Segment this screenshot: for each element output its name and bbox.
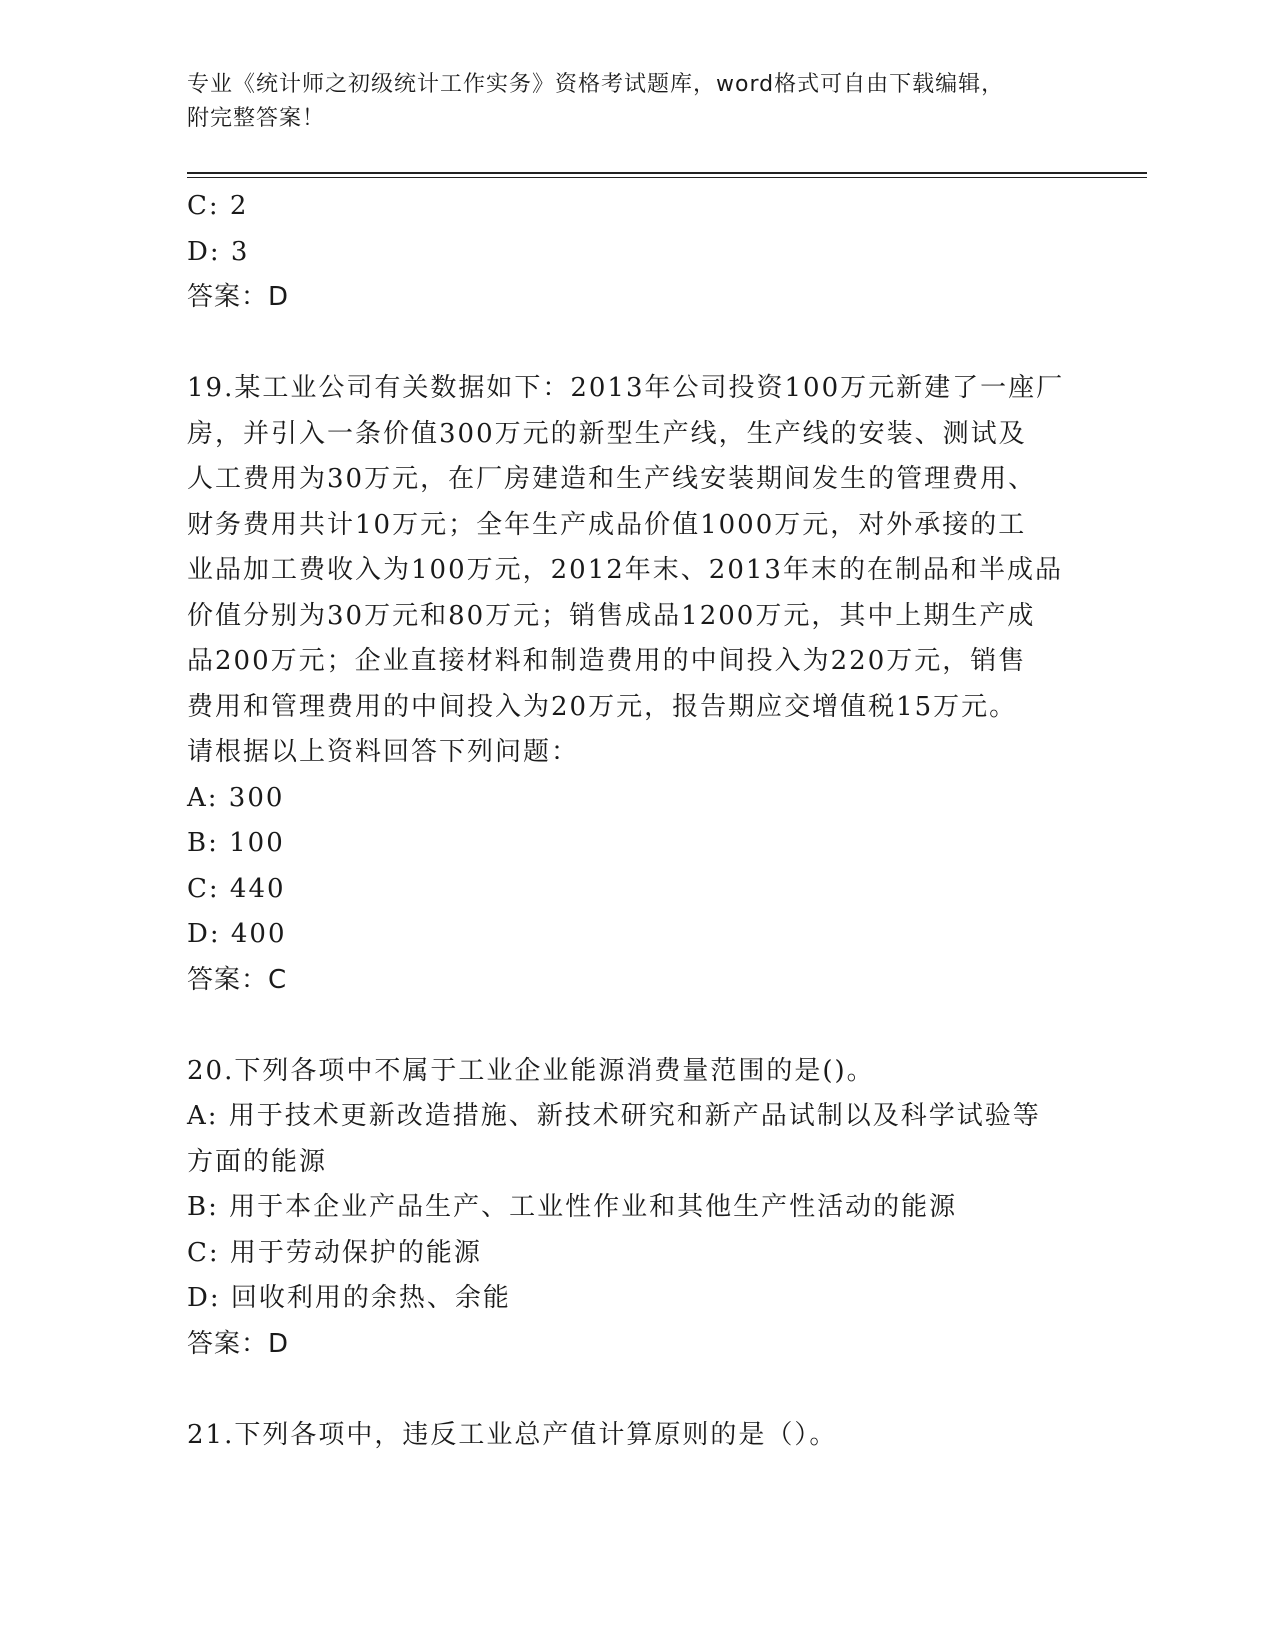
question-content: [187, 184, 1147, 1458]
option-c: C: 440: [187, 873, 286, 904]
question-21-text: 21.下列各项中，违反工业总产值计算原则的是（）。: [187, 1419, 838, 1450]
question-20-text: 20.下列各项中不属于工业企业能源消费量范围的是()。: [187, 1055, 875, 1086]
question-text-line: 费用和管理费用的中间投入为20万元，报告期应交增值税15万元。: [187, 691, 1018, 722]
question-text-line: 人工费用为30万元，在厂房建造和生产线安装期间发生的管理费用、: [187, 464, 1037, 494]
question-text-line: 财务费用共计10万元；全年生产成品价值1000万元，对外承接的工: [187, 509, 1027, 540]
answer-line: 答案：D: [187, 282, 290, 312]
option-b: B: 100: [187, 828, 285, 858]
header-divider: [187, 172, 1147, 178]
divider-thick: [187, 172, 1147, 174]
question-19: [187, 366, 1147, 1003]
answer-line: 答案：D: [187, 1328, 290, 1359]
option-d: D: 400: [187, 919, 287, 949]
question-text-line: 价值分别为30万元和80万元；销售成品1200万元，其中上期生产成: [187, 600, 1036, 631]
question-text-line: 业品加工费收入为100万元，2012年末、2013年末的在制品和半成品: [187, 555, 1063, 585]
document-page: [187, 68, 1147, 1458]
header-line-1: 专业《统计师之初级统计工作实务》资格考试题库，word格式可自由下载编辑，: [187, 72, 1005, 97]
question-text-line: 品200万元；企业直接材料和制造费用的中间投入为220万元，销售: [187, 646, 1027, 676]
previous-question-tail: [187, 184, 1147, 321]
question-text-line: 19.某工业公司有关数据如下：2013年公司投资100万元新建了一座厂: [187, 373, 1065, 403]
divider-thin: [187, 177, 1147, 178]
option-a-continued: 方面的能源: [187, 1146, 328, 1177]
header-line-2: 附完整答案！: [187, 106, 326, 131]
question-text-line: 请根据以上资料回答下列问题：: [187, 737, 580, 767]
answer-line: 答案：C: [187, 964, 288, 995]
option-a: A: 用于技术更新改造措施、新技术研究和新产品试制以及科学试验等: [187, 1101, 1041, 1131]
question-21: [187, 1413, 1147, 1459]
option-d: D: 3: [187, 236, 250, 267]
question-20: [187, 1049, 1147, 1368]
question-text-line: 房，并引入一条价值300万元的新型生产线，生产线的安装、测试及: [187, 418, 1027, 449]
option-b: B: 用于本企业产品生产、工业性作业和其他生产性活动的能源: [187, 1192, 958, 1222]
question-19-text: [187, 366, 1147, 776]
option-d: D: 回收利用的余热、余能: [187, 1283, 511, 1313]
option-c: C: 用于劳动保护的能源: [187, 1237, 482, 1268]
option-a: A: 300: [187, 782, 285, 813]
document-header: [187, 68, 1147, 136]
option-c: C: 2: [187, 191, 249, 221]
